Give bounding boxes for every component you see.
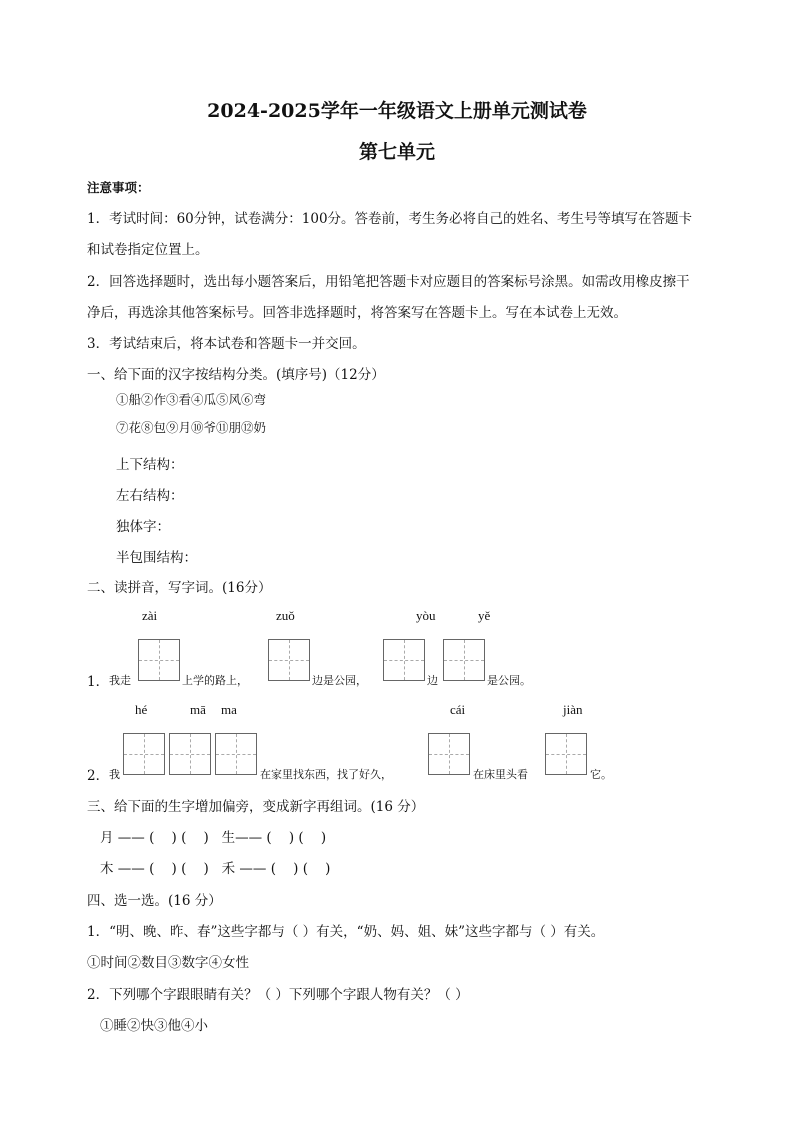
pinyin-zuo: zuǒ bbox=[276, 608, 295, 623]
note-line-3: 2．回答选择题时，选出每小题答案后，用铅笔把答题卡对应题目的答案标号涂黑。如需改用橡皮擦干 bbox=[87, 274, 690, 290]
section4-q1: 1．“明、晚、昨、春”这些字都与（ ）有关，“奶、妈、姐、妹”这些字都与（ ）有关。 bbox=[87, 924, 605, 940]
category-half-enclosure: 半包围结构： bbox=[116, 550, 197, 566]
category-single: 独体字： bbox=[116, 519, 170, 535]
tianzige-box[interactable] bbox=[169, 733, 211, 775]
pinyin-ye: yě bbox=[478, 608, 491, 623]
pinyin-he: hé bbox=[135, 702, 148, 717]
q1-text-part: 边 bbox=[427, 674, 438, 687]
category-top-bottom: 上下结构： bbox=[116, 457, 184, 473]
section1-heading: 一、给下面的汉字按结构分类。(填序号)（12分） bbox=[87, 367, 385, 383]
tianzige-box[interactable] bbox=[383, 639, 425, 681]
section1-char-row-2: ⑦花⑧包⑨月⑩爷⑪朋⑫奶 bbox=[116, 420, 267, 435]
section4-heading: 四、选一选。(16 分） bbox=[87, 893, 222, 909]
category-left-right: 左右结构： bbox=[116, 488, 184, 504]
q2-number: 2． bbox=[87, 768, 110, 784]
section3-heading: 三、给下面的生字增加偏旁，变成新字再组词。(16 分） bbox=[87, 799, 425, 815]
q2-text-part: 在家里找东西，找了好久， bbox=[260, 768, 392, 781]
q2-text-part: 我 bbox=[109, 768, 120, 781]
tianzige-box[interactable] bbox=[138, 639, 180, 681]
note-line-5: 3．考试结束后，将本试卷和答题卡一并交回。 bbox=[87, 336, 366, 352]
q1-text-part: 上学的路上， bbox=[182, 674, 248, 687]
q1-number: 1． bbox=[87, 674, 110, 690]
section1-char-row-1: ①船②作③看④瓜⑤风⑥弯 bbox=[116, 392, 267, 407]
pinyin-ma: ma bbox=[221, 702, 237, 717]
tianzige-box[interactable] bbox=[545, 733, 587, 775]
q2-text-part: 它。 bbox=[590, 768, 612, 781]
tianzige-box[interactable] bbox=[215, 733, 257, 775]
section2-heading: 二、读拼音，写字词。(16分） bbox=[87, 580, 272, 596]
section4-q2: 2．下列哪个字跟眼睛有关？（ ）下列哪个字跟人物有关？（ ） bbox=[87, 987, 469, 1003]
pinyin-jian: jiàn bbox=[563, 702, 583, 717]
q1-text-part: 我走 bbox=[109, 674, 131, 687]
section4-q1-options: ①时间②数目③数字④女性 bbox=[87, 955, 249, 971]
notes-heading: 注意事项： bbox=[87, 180, 150, 195]
page-subtitle: 第七单元 bbox=[358, 141, 435, 163]
pinyin-zai: zài bbox=[142, 608, 158, 623]
q2-text-part: 在床里头看 bbox=[473, 768, 528, 781]
q1-text-part: 边是公园， bbox=[312, 674, 367, 687]
tianzige-box[interactable] bbox=[123, 733, 165, 775]
tianzige-box[interactable] bbox=[428, 733, 470, 775]
q1-text-part: 是公园。 bbox=[487, 674, 531, 687]
section3-row-1: 月 —— ( ) ( ) 生—— ( ) ( ) bbox=[100, 830, 327, 846]
pinyin-you: yòu bbox=[416, 608, 436, 623]
tianzige-box[interactable] bbox=[443, 639, 485, 681]
note-line-1: 1．考试时间：60分钟，试卷满分：100分。答卷前，考生务必将自己的姓名、考生号等填写在答题卡 bbox=[87, 211, 693, 227]
section3-row-2: 木 —— ( ) ( ) 禾 —— ( ) ( ) bbox=[100, 861, 331, 877]
pinyin-ma1: mā bbox=[190, 702, 206, 717]
pinyin-cai: cái bbox=[450, 702, 466, 717]
note-line-2: 和试卷指定位置上。 bbox=[87, 242, 209, 258]
section4-q2-options: ①睡②快③他④小 bbox=[100, 1018, 208, 1034]
tianzige-box[interactable] bbox=[268, 639, 310, 681]
page-title: 2024-2025学年一年级语文上册单元测试卷 bbox=[207, 100, 587, 122]
note-line-4: 净后，再选涂其他答案标号。回答非选择题时，将答案写在答题卡上。写在本试卷上无效。 bbox=[87, 305, 627, 321]
